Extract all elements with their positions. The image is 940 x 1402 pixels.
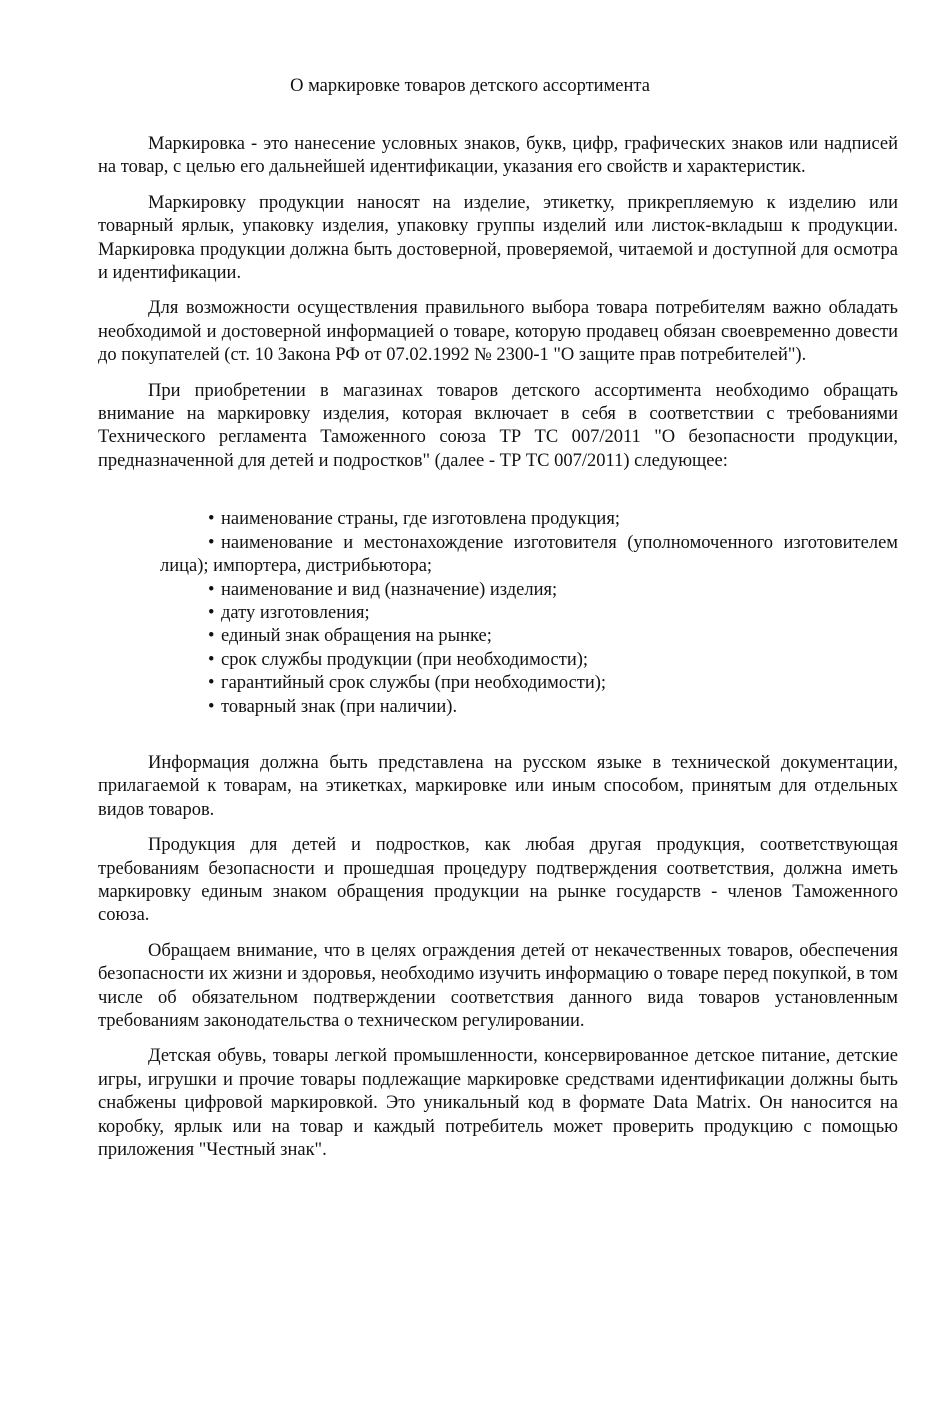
list-item-text: гарантийный срок службы (при необходимости); [221,673,607,694]
list-item [160,625,898,648]
list-item-text: наименование и местонахождение изготовителя (уполномоченного изготовителем лица); импортера, дистрибьютора; [160,532,898,577]
bullet-icon: • [208,579,215,600]
paragraph-eac-mark: Продукция для детей и подростков, как любая другая продукция, соответствующая требованиям безопасности и прошедшая процедуру подтверждения соответствия, должна иметь маркировку единым знаком обращения продукции на рынке государств - членов Таможенного союза. [98,835,898,926]
paragraph-attention: Обращаем внимание, что в целях ограждения детей от некачественных товаров, обеспечения безопасности их жизни и здоровья, необходимо изучить информацию о товаре перед покупкой, в том числе об обязательном подтверждении соответствия данного вида товаров установленным требованиям законодательства о техническом регулировании. [98,940,898,1031]
document-body [98,133,898,1162]
list-item [160,579,898,602]
marking-requirements-list [98,508,898,719]
list-item-text: наименование и вид (назначение) изделия; [221,579,558,600]
list-item-text: срок службы продукции (при необходимости); [221,649,589,670]
bullet-icon: • [208,532,215,553]
list-item-text: наименование страны, где изготовлена продукция; [221,509,620,530]
list-item-text: товарный знак (при наличии). [221,696,458,717]
bullet-icon: • [208,509,215,530]
list-item-text: дату изготовления; [221,602,370,623]
list-item [160,649,898,672]
bullet-icon: • [208,673,215,694]
paragraph-digital-marking: Детская обувь, товары легкой промышленности, консервированное детское питание, детские игры, игрушки и прочие товары подлежащие маркировке средствами идентификации должны быть снабжены цифровой маркировкой. Это уникальный код в формате Data Matrix. Он наносится на коробку, ярлык или на товар и каждый потребитель может проверить продукцию с помощью приложения "Честный знак". [98,1046,898,1161]
list-item [160,696,898,719]
list-item-text: единый знак обращения на рынке; [221,626,492,647]
list-item [160,602,898,625]
bullet-icon: • [208,626,215,647]
bullet-icon: • [208,602,215,623]
paragraph-language: Информация должна быть представлена на русском языке в технической документации, прилагаемой к товарам, на этикетках, маркировке или иным способом, принятым для отдельных видов товаров. [98,752,898,820]
bullet-icon: • [208,649,215,670]
list-item [160,532,898,579]
paragraph-definition: Маркировка - это нанесение условных знаков, букв, цифр, графических знаков или надписей на товар, с целью его дальнейшей идентификации, указания его свойств и характеристик. [98,134,898,178]
document-title: О маркировке товаров детского ассортимента [290,76,650,96]
bullet-icon: • [208,696,215,717]
paragraph-requirements: При приобретении в магазинах товаров детского ассортимента необходимо обращать внимание на маркировку изделия, которая включает в себя в соответствии с требованиями Технического регламента Таможенного союза ТР ТС 007/2011 "О безопасности продукции, предназначенной для детей и подростков" (далее - ТР ТС 007/2011) следующее: [98,380,898,471]
list-item [160,672,898,695]
paragraph-consumer-info: Для возможности осуществления правильного выбора товара потребителям важно обладать необходимой и достоверной информацией о товаре, которую продавец обязан своевременно довести до покупателей (ст. 10 Закона РФ от 07.02.1992 № 2300-1 "О защите прав потребителей"). [98,298,898,366]
paragraph-placement: Маркировку продукции наносят на изделие, этикетку, прикрепляемую к изделию или товарный ярлык, упаковку изделия, упаковку группы изделий или листок-вкладыш к продукции. Маркировка продукции должна быть достоверной, проверяемой, читаемой и доступной для осмотра и идентификации. [98,192,898,284]
list-item [160,508,898,531]
